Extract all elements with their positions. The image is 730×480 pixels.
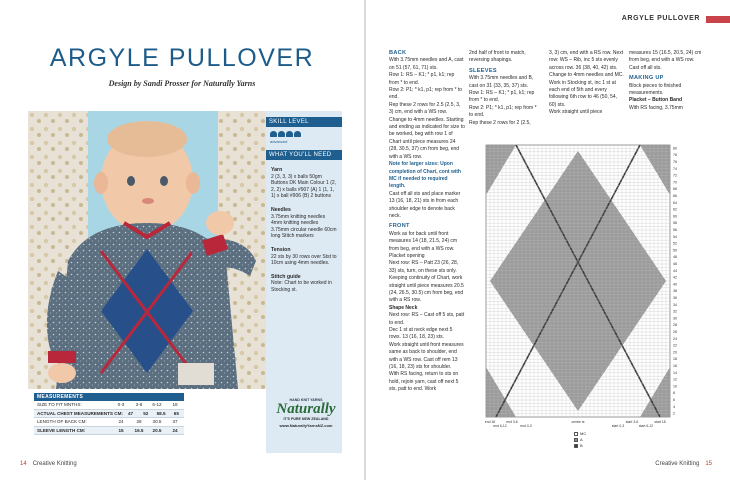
chart-row-number: 54	[673, 234, 677, 239]
logo-tag: HAND KNIT YARNS	[289, 398, 323, 402]
chart-size-label: end 6-12	[493, 424, 507, 428]
chart-row-number: 50	[673, 248, 677, 253]
chart-row-number: 42	[673, 275, 677, 280]
chart-row-number: 2	[673, 411, 675, 416]
materials-section	[266, 274, 342, 294]
section-heading: MAKING UP	[629, 75, 664, 82]
instruction-paragraph: With RS facing, 3.75mm	[629, 104, 683, 111]
instruction-paragraph: Shape Neck	[389, 304, 418, 311]
chart-row-number: 44	[673, 268, 677, 273]
measurement-value: 24	[172, 427, 178, 433]
logo-url: www.NaturallyYarnsNZ.com	[279, 423, 333, 428]
chart-row-number: 60	[673, 214, 677, 219]
measurement-value: 65	[173, 410, 179, 416]
skill-level-text: advanced	[270, 139, 288, 144]
measurement-value: 37	[172, 419, 178, 425]
skill-level-label: SKILL LEVEL	[266, 117, 342, 127]
chart-row-number: 22	[673, 343, 677, 348]
chart-size-label: end 3-6	[506, 420, 518, 424]
right-page-number: 15	[705, 461, 712, 467]
chart-size-label: end 18	[484, 420, 496, 424]
measurement-label: LENGTH OF BACK CM:	[37, 419, 87, 425]
measurement-value: 15	[118, 427, 124, 433]
instruction-paragraph: Note for larger sizes: Upon completion of Chart, cont with MC if needed to required length.	[389, 161, 461, 190]
pattern-column-3	[549, 50, 625, 117]
chart-row-number: 70	[673, 180, 677, 185]
measurement-value: 52	[143, 410, 149, 416]
instruction-paragraph: Row 2: P1; * k1, p1; rep from * to end.	[469, 104, 537, 119]
baby-photo	[28, 111, 266, 389]
instruction-paragraph: Work straight until front measures same as back to shoulder, end with a WS row. Cast off rem 13 (16, 18, 23) sts for shoulder.	[389, 341, 464, 371]
instruction-paragraph: Work straight until piece	[549, 109, 603, 116]
section-heading: BACK	[389, 50, 407, 56]
measurement-label: SLEEVE LENGTH CM:	[37, 427, 86, 433]
chart-row-number: 80	[673, 146, 677, 151]
chart-row-number: 26	[673, 330, 677, 334]
chart-row-number: 46	[673, 262, 677, 266]
chart-size-label: end 0-3	[520, 424, 532, 428]
measurement-row	[34, 418, 184, 427]
measurement-value: 16.5	[134, 427, 144, 433]
chart-size-label: start 18	[654, 420, 666, 424]
measurement-label: SIZE TO FIT MNTHS:	[37, 402, 82, 408]
measurement-row	[34, 401, 184, 410]
materials-heading: Yarn	[271, 167, 283, 173]
measurement-value: 0-3	[117, 402, 125, 408]
materials-body: 22 sts by 30 rows over Stst to 10cm using 4mm needles.	[271, 253, 337, 267]
materials-heading: Stitch guide	[271, 273, 301, 280]
instruction-paragraph: Placket opening	[389, 252, 425, 259]
running-header: ARGYLE PULLOVER	[621, 15, 700, 22]
chart-row-number: 16	[673, 364, 677, 368]
measurement-value: 6-12	[152, 402, 162, 408]
chart-row-number: 74	[673, 166, 677, 171]
pattern-column-2	[469, 50, 541, 127]
chart-row-number: 36	[673, 296, 677, 300]
measurements-table	[34, 393, 184, 435]
instruction-paragraph: Dec 1 st at neck edge next 5 rows. 13 (16, 18, 23) sts.	[389, 327, 453, 341]
materials-section	[266, 167, 342, 200]
instruction-paragraph: Block pieces to finished measurements.	[629, 82, 682, 97]
instruction-paragraph: Cast off all sts.	[629, 64, 662, 71]
measurement-row	[34, 410, 184, 419]
logo-name: Naturally	[276, 401, 336, 417]
instruction-paragraph: With RS facing, return to sts on hold, rejoin yarn, cast off next 5 sts, patt to end. Work	[389, 371, 459, 393]
what-you-need-label: WHAT YOU'LL NEED	[266, 150, 342, 160]
materials-heading: Needles	[271, 206, 291, 213]
chart-row-number: 72	[673, 173, 677, 178]
chart-row-number: 28	[673, 323, 677, 328]
instruction-paragraph: Work in Stocking st, inc 1 st at each end of 5th and every following 6th row to 46 (50, 54, 60) sts.	[549, 79, 618, 108]
skill-level-icon	[270, 131, 338, 137]
materials-section	[266, 247, 342, 267]
chart-row-number: 12	[673, 377, 677, 382]
instruction-paragraph: Next row: RS – Cast off 5 sts, patt to end.	[389, 312, 465, 326]
chart-row-number: 20	[673, 350, 677, 355]
chart-row-number: 30	[673, 316, 677, 321]
measurement-value: 30.5	[152, 419, 162, 425]
chart-row-number: 52	[673, 241, 677, 246]
pattern-column-1	[389, 50, 465, 394]
measurement-value: 3-6	[135, 402, 143, 408]
measurement-value: 58.5	[156, 410, 166, 416]
chart-row-number: 76	[673, 160, 677, 164]
naturally-logo	[272, 398, 340, 450]
legend-mc: MC	[574, 431, 586, 437]
chart-size-label: start 6-12	[638, 424, 654, 428]
chart-row-number: 56	[673, 228, 677, 232]
pattern-column-4	[629, 50, 707, 112]
left-page	[0, 0, 364, 480]
materials-heading: Tension	[271, 246, 291, 253]
instruction-paragraph: Rep these 2 rows for 2.5 (2.5, 3, 3) cm, end with a WS row.	[389, 101, 461, 116]
instruction-paragraph: Change to 4mm needles. Starting and ending as indicated for size to be worked, beg with row 1 of Chart until piece measures 24 (28, 30.5, 37) cm from beg, end with a WS row.	[389, 116, 465, 160]
right-folio	[655, 461, 712, 467]
argyle-chart-graphic	[480, 141, 694, 453]
left-folio-text: Creative Knitting	[32, 461, 77, 467]
chart-row-number: 8	[673, 391, 675, 396]
chart-legend	[574, 431, 586, 449]
chart-row-number: 48	[673, 255, 677, 260]
instruction-paragraph: With 3.75mm needles and B, cast on 31 (33, 35, 37) sts.	[469, 75, 534, 89]
designer-byline: Design by Sandi Prosser for Naturally Yarns	[108, 79, 256, 88]
instruction-paragraph: Row 1: RS – K1; * p1, k1; rep from * to end.	[469, 90, 535, 104]
chart-size-label: start 0-3	[611, 424, 625, 428]
instruction-paragraph: Cast off all sts and place marker 13 (16, 18, 21) sts in from each shoulder edge to denote back neck.	[389, 190, 461, 219]
chart-row-number: 24	[673, 336, 677, 341]
chart-row-number: 34	[673, 302, 677, 307]
page-title: ARGYLE PULLOVER	[49, 44, 315, 72]
header-accent-bar	[706, 16, 730, 23]
materials-body: Note: Chart to be worked in Stocking st.	[271, 280, 332, 293]
instruction-paragraph: Change to 4mm needles and MC.	[549, 72, 624, 79]
instruction-paragraph: Row 2: P1; * k1, p1; rep from * to end.	[389, 87, 463, 101]
materials-body: 3.75mm knitting needles 4mm knitting needles 3.75mm circular needle 60cm long Stitch markers	[271, 213, 337, 240]
left-folio	[20, 461, 77, 467]
measurement-value: 18	[172, 402, 178, 408]
left-page-number: 14	[20, 461, 27, 467]
chart-row-number: 68	[673, 187, 677, 192]
instruction-paragraph: Work as for back until front measures 14 (18, 21.5, 24) cm from beg, end with a WS row.	[389, 230, 458, 252]
chart-row-number: 4	[673, 404, 675, 409]
chart-row-number: 40	[673, 282, 677, 287]
instruction-paragraph: Row 1: RS – K1; * p1, k1; rep from * to end.	[389, 72, 455, 86]
chart-row-number: 78	[673, 153, 677, 158]
measurement-value: 47	[127, 410, 134, 416]
instruction-paragraph: Rep these 2 rows for 2 (2.5,	[469, 119, 531, 126]
chart-size-label: start 3-6	[625, 420, 639, 424]
measurement-row	[34, 427, 184, 436]
instruction-paragraph: 3, 3) cm, end with a RS row. Next row: WS – Rib, inc 5 sts evenly across row. 36 (38, 40, 42) sts.	[549, 50, 624, 71]
argyle-chart	[480, 141, 694, 453]
section-heading: SLEEVES	[469, 67, 497, 74]
instruction-paragraph: With 3.75mm needles and A, cast on 51 (57, 61, 71) sts.	[389, 57, 464, 71]
right-page	[366, 0, 730, 480]
chart-row-number: 14	[673, 370, 677, 375]
chart-row-number: 10	[673, 384, 677, 389]
measurement-value: 20.5	[152, 427, 162, 433]
right-folio-text: Creative Knitting	[655, 461, 700, 467]
instruction-paragraph: 2nd half of front to match, reversing shapings.	[469, 50, 526, 64]
measurement-value: 28	[136, 419, 142, 425]
chart-row-number: 62	[673, 207, 677, 212]
instruction-paragraph: measures 15 (16.5, 20.5, 24) cm from beg, end with a WS row.	[629, 50, 702, 64]
logo-slogan: IT'S PURE NEW ZEALAND	[283, 417, 329, 421]
instruction-paragraph: Placket – Button Band	[629, 97, 683, 104]
chart-row-number: 38	[673, 289, 677, 294]
chart-row-number: 64	[673, 200, 677, 205]
chart-row-number: 18	[673, 357, 677, 362]
chart-row-number: 32	[673, 309, 677, 314]
measurement-label: ACTUAL CHEST MEASUREMENTS CM:	[37, 410, 123, 416]
chart-row-number: 58	[673, 221, 677, 226]
measurement-value: 24	[118, 419, 124, 425]
chart-row-number: 6	[673, 398, 675, 402]
legend-a: A	[574, 437, 586, 443]
legend-b: B	[574, 443, 586, 449]
chart-size-label: centre st	[571, 420, 585, 424]
measurements-header: MEASUREMENTS	[34, 393, 184, 401]
section-heading: FRONT	[389, 223, 410, 230]
materials-body: 2 (3, 3, 3) x balls 50gm Buttons DK Main Colour 1 (2, 2, 2) x balls #907 (A) 1 (1, 1, 1) x ball #906 (B) 2 buttons	[271, 173, 337, 200]
materials-section	[266, 207, 342, 240]
instruction-paragraph: Next row: RS – Patt 23 (26, 28, 33) sts, turn, on these sts only.	[389, 260, 459, 274]
photo-illustration	[28, 111, 266, 389]
instruction-paragraph: Keeping continuity of Chart, work straight until piece measures 20.5 (24, 26.5, 30.5) cm from beg, end with a RS row.	[389, 275, 464, 304]
chart-row-number: 66	[673, 194, 677, 198]
